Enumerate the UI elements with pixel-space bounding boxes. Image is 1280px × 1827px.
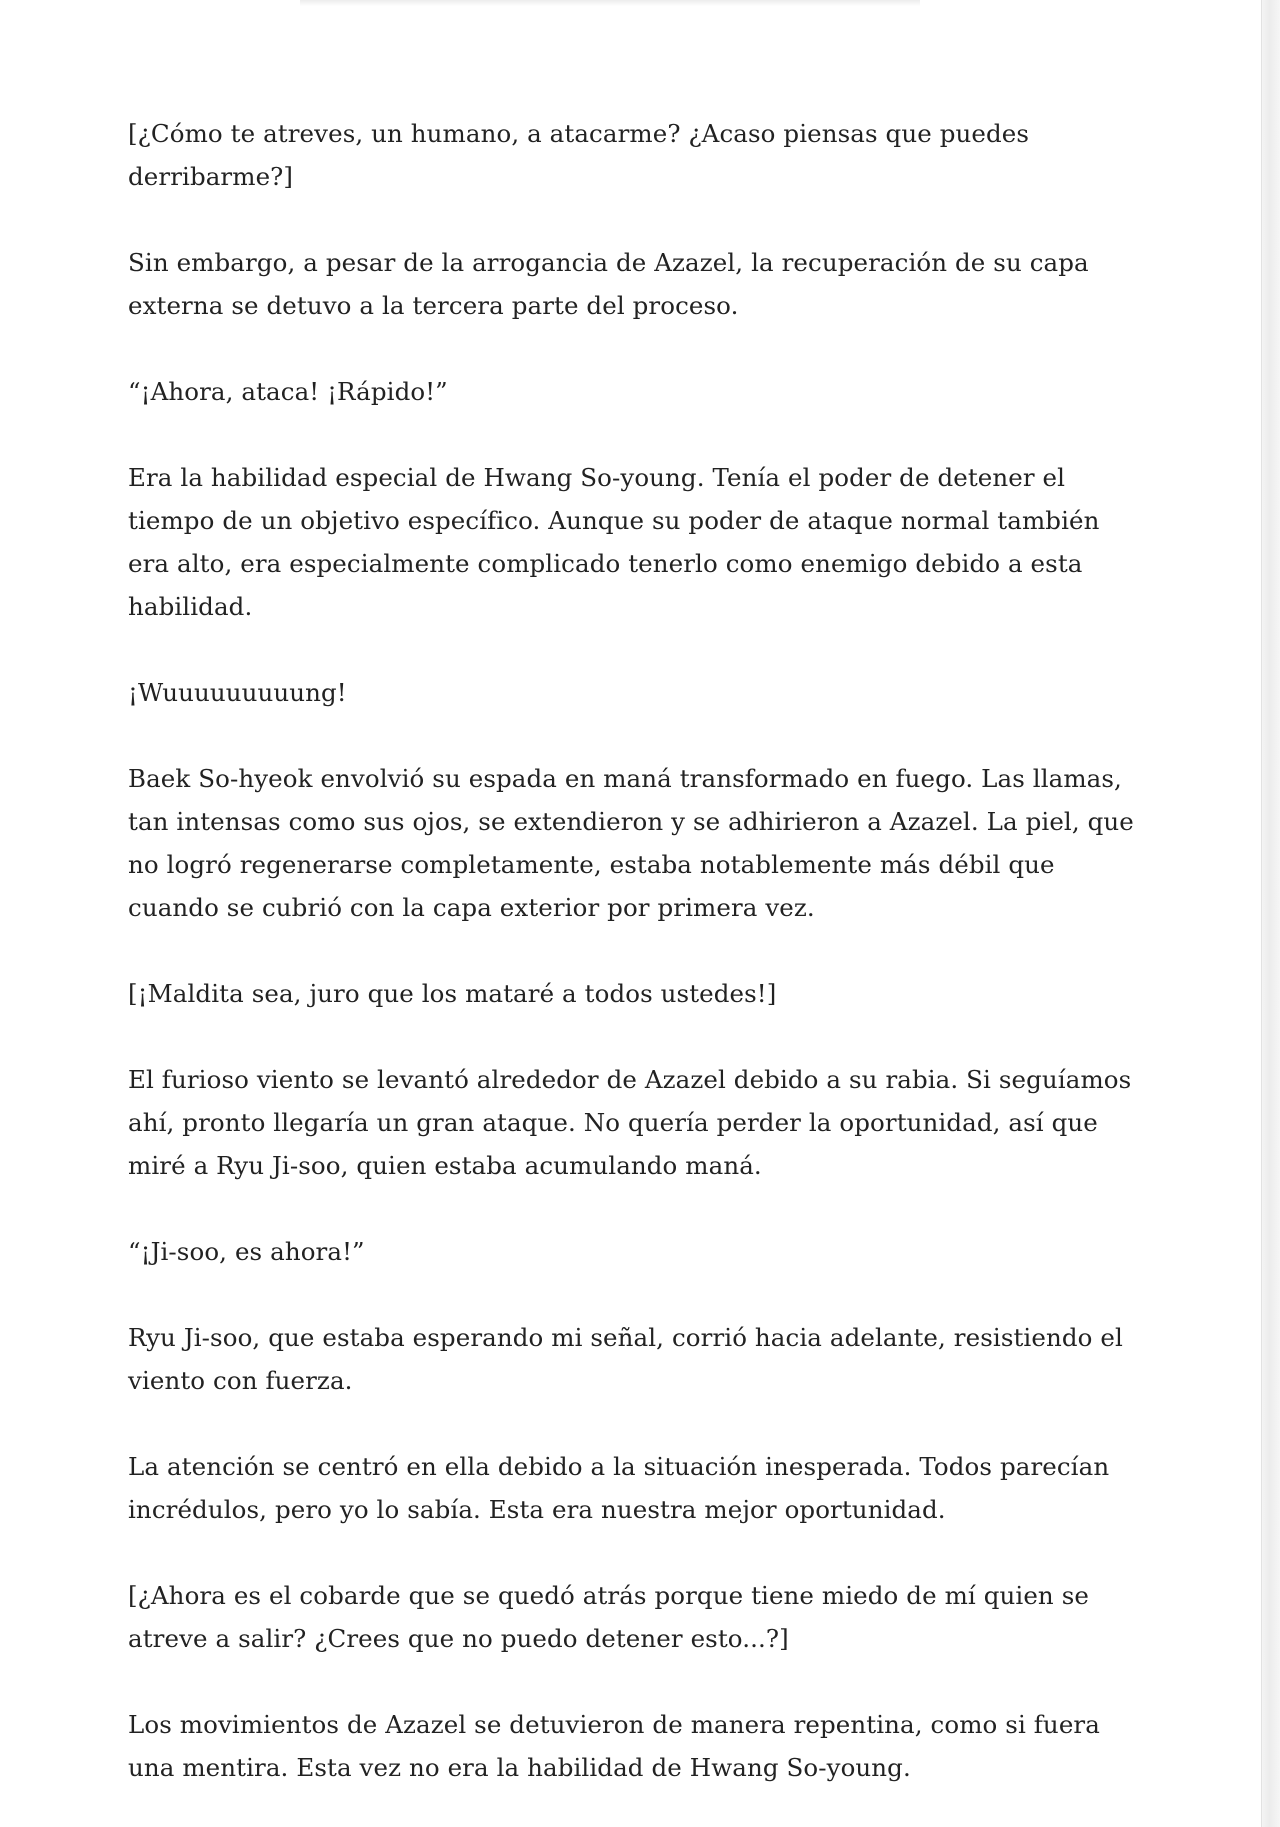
page-right-margin-strip [1261, 0, 1280, 1827]
paragraph-azazel-coward: [¿Ahora es el cobarde que se quedó atrás porque tiene miedo de mí quien se atreve a salir? ¿Crees que no puedo detener esto...?] [128, 1581, 1089, 1653]
story-text-body [128, 112, 1148, 1827]
paragraph-recovery-halted: Sin embargo, a pesar de la arrogancia de Azazel, la recuperación de su capa externa se detuvo a la tercera parte del proceso. [128, 248, 1089, 320]
paragraph-sound-effect: ¡Wuuuuuuuuung! [128, 678, 347, 707]
paragraph-jisoo-call: “¡Ji-soo, es ahora!” [128, 1237, 365, 1266]
paragraph-attention-focus: La atención se centró en ella debido a la situación inesperada. Todos parecían incrédulos, pero yo lo sabía. Esta era nuestra mejor oportunidad. [128, 1452, 1110, 1524]
paragraph-azazel-stopped: Los movimientos de Azazel se detuvieron de manera repentina, como si fuera una mentira. Esta vez no era la habilidad de Hwang So-young. [128, 1710, 1100, 1782]
paragraph-hwang-ability: Era la habilidad especial de Hwang So-young. Tenía el poder de detener el tiempo de un objetivo específico. Aunque su poder de ataque normal también era alto, era especialmente complicado tenerlo como enemigo debido a esta habilidad. [128, 463, 1100, 621]
paragraph-jisoo-charge: Ryu Ji-soo, que estaba esperando mi señal, corrió hacia adelante, resistiendo el viento con fuerza. [128, 1323, 1123, 1395]
paragraph-attack-call: “¡Ahora, ataca! ¡Rápido!” [128, 377, 448, 406]
paragraph-azazel-taunt: [¿Cómo te atreves, un humano, a atacarme? ¿Acaso piensas que puedes derribarme?] [128, 119, 1030, 191]
paragraph-azazel-curse: [¡Maldita sea, juro que los mataré a todos ustedes!] [128, 979, 777, 1008]
top-edge-shadow [300, 0, 920, 6]
paragraph-baek-fire-sword: Baek So-hyeok envolvió su espada en maná transformado en fuego. Las llamas, tan intensas como sus ojos, se extendieron y se adhirieron a Azazel. La piel, que no logró regenerarse completamente, estaba notablemente más débil que cuando se cubrió con la capa exterior por primera vez. [128, 764, 1134, 922]
paragraph-furious-wind: El furioso viento se levantó alrededor de Azazel debido a su rabia. Si seguíamos ahí, pronto llegaría un gran ataque. No quería perder la oportunidad, así que miré a Ryu Ji-soo, quien estaba acumulando maná. [128, 1065, 1132, 1180]
